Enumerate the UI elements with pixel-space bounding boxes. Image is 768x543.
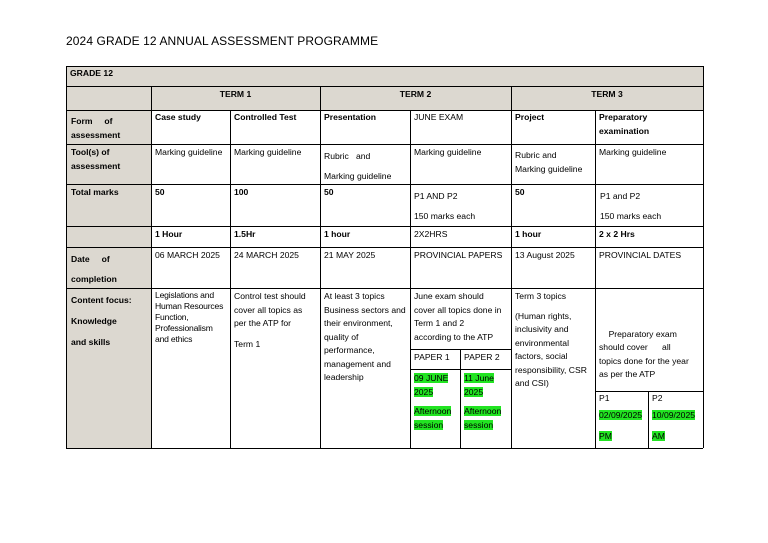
- marks-c1: 50: [155, 187, 165, 197]
- tools-label: Tool(s) of assessment: [71, 147, 121, 171]
- paper-1-session: Afternoon session: [414, 406, 452, 430]
- content-c1: Legislations and Human Resources Function, Professionalism and ethics: [155, 290, 224, 344]
- total-marks-label: Total marks: [71, 187, 119, 197]
- subtable-line: [460, 349, 461, 448]
- content-c2: Control test should cover all topics as per the ATP for Term 1: [234, 291, 306, 349]
- marks-c6: P1 and P2 150 marks each: [600, 191, 662, 221]
- col-line: [703, 66, 704, 448]
- grade-label: GRADE 12: [70, 68, 113, 78]
- date-c1: 06 MARCH 2025: [155, 250, 220, 260]
- content-c6: Preparatory exam should cover all topics done for the year as per the ATP: [599, 328, 689, 379]
- col-line: [320, 86, 321, 448]
- col-line: [410, 110, 411, 448]
- marks-c4: P1 AND P2 150 marks each: [414, 191, 476, 221]
- row-line: [66, 288, 703, 289]
- form-controlled-test: Controlled Test: [234, 112, 297, 122]
- col-line: [511, 86, 512, 448]
- content-c5: Term 3 topics (Human rights, inclusivity and environmental factors, social responsibility, CSR and CSI): [515, 291, 587, 388]
- date-label: Date of completion: [71, 254, 117, 284]
- date-c6: PROVINCIAL DATES: [599, 250, 682, 260]
- subtable-line: [648, 391, 649, 448]
- paper-2-date: 11 June 2025: [464, 373, 494, 397]
- prep-p2-header: P2: [652, 393, 663, 403]
- paper-1-header: PAPER 1: [414, 352, 450, 362]
- prep-p1-date: 02/09/2025 PM: [599, 410, 643, 441]
- duration-c4: 2X2HRS: [414, 229, 448, 239]
- duration-c6: 2 x 2 Hrs: [599, 229, 635, 239]
- marks-c2: 100: [234, 187, 249, 197]
- tool-c2: Marking guideline: [234, 147, 302, 157]
- prep-p2-date: 10/09/2025 AM: [652, 410, 696, 441]
- duration-c5: 1 hour: [515, 229, 542, 239]
- form-june-exam: JUNE EXAM: [414, 112, 464, 122]
- form-case-study: Case study: [155, 112, 201, 122]
- col-line: [66, 66, 67, 448]
- row-line: [66, 247, 703, 248]
- content-label: Content focus: Knowledge and skills: [71, 295, 132, 347]
- tool-c1: Marking guideline: [155, 147, 223, 157]
- paper-2-session: Afternoon session: [464, 406, 502, 430]
- row-line: [66, 144, 703, 145]
- tool-c5: Rubric and Marking guideline: [515, 150, 583, 174]
- tool-c6: Marking guideline: [599, 147, 667, 157]
- document-title: 2024 GRADE 12 ANNUAL ASSESSMENT PROGRAMME: [66, 34, 379, 48]
- date-c5: 13 August 2025: [515, 250, 575, 260]
- grade-header-shade: [66, 66, 703, 86]
- paper-2-header: PAPER 2: [464, 352, 500, 362]
- row-line: [66, 226, 703, 227]
- duration-c1: 1 Hour: [155, 229, 183, 239]
- form-preparatory: Preparatory examination: [599, 112, 650, 136]
- duration-c3: 1 hour: [324, 229, 351, 239]
- marks-c3: 50: [324, 187, 334, 197]
- tool-c3: Rubric and Marking guideline: [324, 151, 392, 181]
- date-c2: 24 MARCH 2025: [234, 250, 299, 260]
- col-line: [151, 86, 152, 448]
- form-presentation: Presentation: [324, 112, 377, 122]
- col-line: [595, 110, 596, 448]
- date-c3: 21 MAY 2025: [324, 250, 376, 260]
- row-line: [66, 448, 703, 449]
- term-2-header: TERM 2: [399, 89, 432, 99]
- content-c3: At least 3 topics Business sectors and their environment, quality of performance, management and leadership: [324, 291, 406, 382]
- date-c4: PROVINCIAL PAPERS: [414, 250, 503, 260]
- form-project: Project: [515, 112, 545, 122]
- term-1-header: TERM 1: [219, 89, 252, 99]
- duration-c2: 1.5Hr: [234, 229, 256, 239]
- content-c4: June exam should cover all topics done in Term 1 and 2 according to the ATP: [414, 291, 502, 342]
- col-line: [230, 110, 231, 448]
- form-label: Form of assessment: [71, 116, 121, 140]
- marks-c5: 50: [515, 187, 525, 197]
- prep-p1-header: P1: [599, 393, 610, 403]
- term-3-header: TERM 3: [591, 89, 623, 99]
- row-line: [66, 66, 703, 67]
- paper-1-date: 09 JUNE 2025: [414, 373, 449, 397]
- row-line: [66, 86, 703, 87]
- tool-c4: Marking guideline: [414, 147, 482, 157]
